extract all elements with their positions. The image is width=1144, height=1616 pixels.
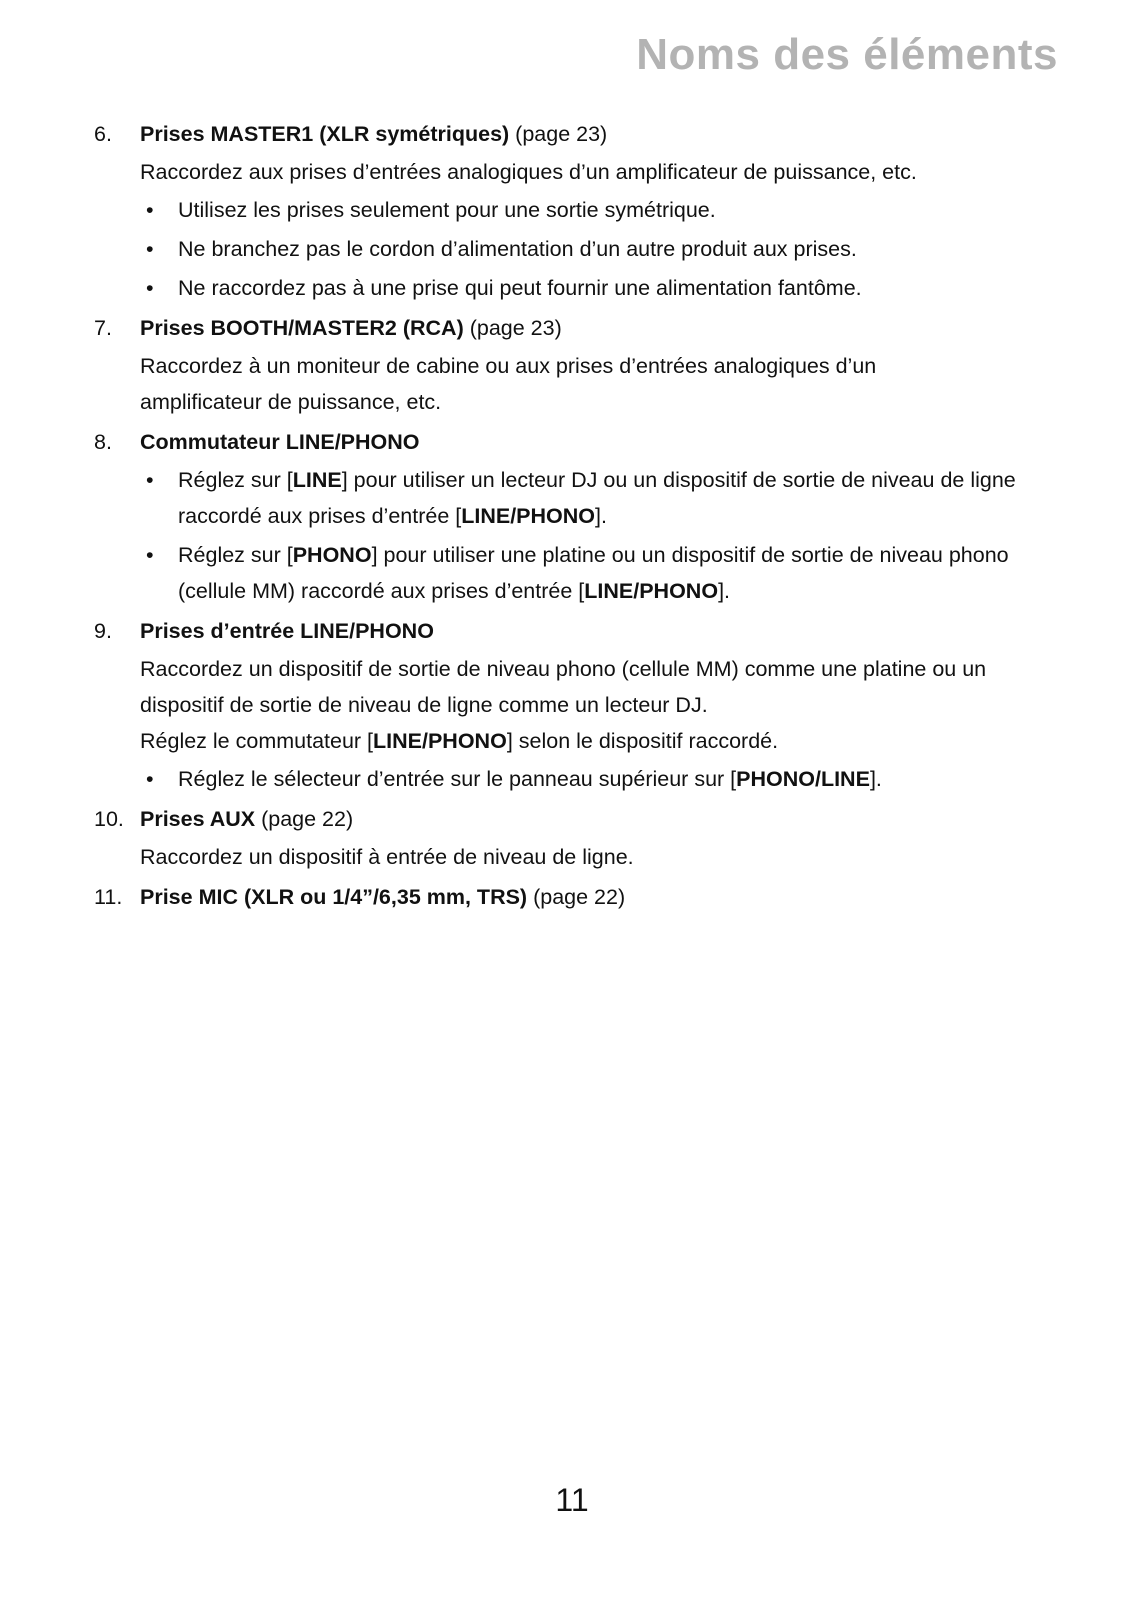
text-run: dispositif de sortie de niveau de ligne comme un lecteur DJ. <box>140 693 708 717</box>
list-item <box>92 879 1062 915</box>
bold-text: LINE <box>292 468 342 492</box>
list-item <box>92 310 1062 420</box>
item-title <box>140 613 1062 649</box>
list-item <box>92 116 1062 306</box>
page-reference: (page 22) <box>527 885 626 909</box>
item-title <box>140 801 1062 837</box>
bullet-list <box>140 462 1062 609</box>
bullet-list <box>140 761 1062 797</box>
bullet-text <box>178 276 862 300</box>
bullet-text <box>178 543 1009 603</box>
text-run: Réglez le commutateur [ <box>140 729 374 753</box>
text-run: ] selon le dispositif raccordé. <box>506 729 779 753</box>
text-run: ]. <box>869 767 882 791</box>
text-run: ]. <box>595 504 607 528</box>
text-run: Raccordez un dispositif de sortie de niveau phono (cellule MM) comme une platine ou un <box>140 657 987 681</box>
item-description <box>140 348 1062 420</box>
text-run: Réglez sur [ <box>178 468 293 492</box>
list-item <box>92 801 1062 875</box>
bold-text: LINE/PHONO <box>584 579 719 603</box>
item-list <box>92 116 1062 919</box>
bold-text: LINE/PHONO <box>373 729 507 753</box>
bold-text: PHONO/LINE <box>736 767 870 791</box>
description-line: Raccordez aux prises d’entrées analogiques d’un amplificateur de puissance, etc. <box>140 160 917 184</box>
item-number: 8. <box>94 430 112 454</box>
text-run: ]. <box>718 579 731 603</box>
page-number: 11 <box>555 1482 589 1518</box>
bullet-text <box>178 237 857 261</box>
bullet-icon: • <box>146 543 154 567</box>
bullet-icon: • <box>146 767 154 791</box>
bullet-text <box>178 198 716 222</box>
text-run: Réglez sur [ <box>178 543 293 567</box>
text-run: ] pour utiliser un lecteur DJ ou un dispositif de sortie de niveau de ligne raccordé aux prises d’entrée [ <box>178 468 1016 528</box>
bullet-list <box>140 192 1062 306</box>
item-description <box>140 651 1062 759</box>
item-number: 10. <box>94 807 124 831</box>
bullet-text <box>178 468 1016 528</box>
item-title <box>140 879 1062 915</box>
item-title-text: Prises d’entrée LINE/PHONO <box>140 619 434 643</box>
bullet-item <box>140 462 1062 534</box>
bullet-text <box>178 767 882 791</box>
description-line: Raccordez un dispositif à entrée de niveau de ligne. <box>140 845 634 869</box>
page-title: Noms des éléments <box>636 30 1058 79</box>
item-title-text: Prises BOOTH/MASTER2 (RCA) <box>140 316 464 340</box>
description-line <box>140 723 1062 759</box>
item-description <box>140 839 1062 875</box>
bullet-item <box>140 231 1062 267</box>
description-line: amplificateur de puissance, etc. <box>140 390 442 414</box>
list-item <box>92 613 1062 797</box>
bullet-item <box>140 761 1062 797</box>
item-title-text: Commutateur LINE/PHONO <box>140 430 420 454</box>
item-number: 7. <box>94 316 112 340</box>
text-run: Ne raccordez pas à une prise qui peut fournir une alimentation fantôme. <box>178 276 862 300</box>
page-reference: (page 22) <box>255 807 354 831</box>
text-run: Réglez le sélecteur d’entrée sur le panneau supérieur sur [ <box>178 767 737 791</box>
item-description <box>140 154 1062 190</box>
page-reference: (page 23) <box>509 122 608 146</box>
bullet-item <box>140 270 1062 306</box>
text-run: Ne branchez pas le cordon d’alimentation d’un autre produit aux prises. <box>178 237 857 261</box>
item-title-text: Prises MASTER1 (XLR symétriques) <box>140 122 510 146</box>
page-reference: (page 23) <box>463 316 562 340</box>
item-number: 6. <box>94 122 112 146</box>
item-title-text: Prise MIC (XLR ou 1/4”/6,35 mm, TRS) <box>140 885 528 909</box>
text-run: Utilisez les prises seulement pour une sortie symétrique. <box>178 198 716 222</box>
bullet-icon: • <box>146 237 154 261</box>
item-title <box>140 424 1062 460</box>
description-line <box>140 651 1062 687</box>
description-line: Raccordez à un moniteur de cabine ou aux prises d’entrées analogiques d’un <box>140 354 877 378</box>
bullet-icon: • <box>146 198 154 222</box>
bold-text: PHONO <box>292 543 372 567</box>
text-run: ] pour utiliser une platine ou un dispositif de sortie de niveau phono (cellule MM) raccordé aux prises d’entrée [ <box>178 543 1009 603</box>
item-title <box>140 116 1062 152</box>
item-number: 11. <box>94 885 123 909</box>
bold-text: LINE/PHONO <box>461 504 596 528</box>
bullet-icon: • <box>146 468 154 492</box>
item-number: 9. <box>94 619 112 643</box>
bullet-item <box>140 537 1062 609</box>
list-item <box>92 424 1062 609</box>
item-title-text: Prises AUX <box>140 807 256 831</box>
bullet-item <box>140 192 1062 228</box>
item-title <box>140 310 1062 346</box>
description-line <box>140 687 1062 723</box>
bullet-icon: • <box>146 276 154 300</box>
